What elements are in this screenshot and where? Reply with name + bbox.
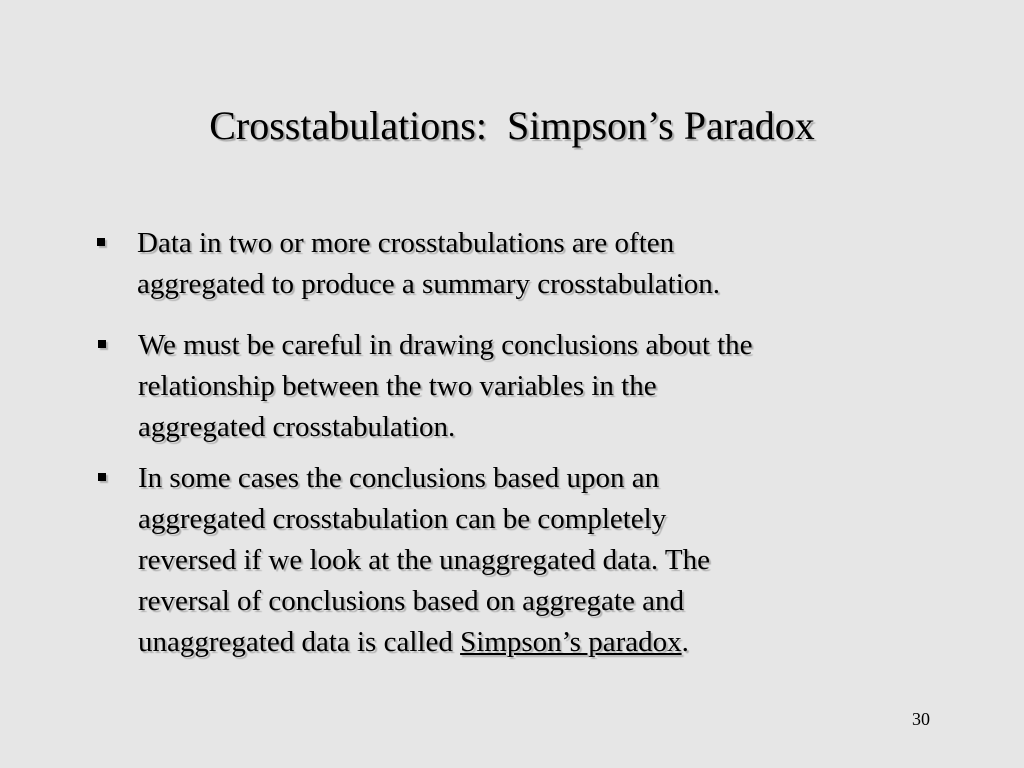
simpsons-paradox-term: Simpson’s paradox [460,626,682,658]
bullet-line-prefix: unaggregated data is called [138,626,461,658]
bullet-text [137,223,720,305]
bullet-line-last [138,622,710,663]
bullet-line: aggregated crosstabulation. [138,411,456,443]
bullet-line-suffix: . [681,626,689,658]
bullet-line: aggregated crosstabulation can be completely [138,503,667,535]
bullet-text [138,325,753,448]
bullet-line: aggregated to produce a summary crosstabulation. [137,268,721,300]
bullet-item-1 [97,223,720,305]
page-number: 30 [912,709,930,729]
bullet-line: relationship between the two variables in the [138,370,657,402]
square-bullet-icon [98,473,106,481]
bullet-text [138,458,710,663]
bullet-item-3 [98,458,710,663]
square-bullet-icon [98,340,106,348]
bullet-line: reversal of conclusions based on aggregate and [138,585,684,617]
slide-title: Crosstabulations: Simpson’s Paradox [209,103,815,148]
bullet-line: In some cases the conclusions based upon an [138,462,660,494]
bullet-item-2 [98,325,753,448]
bullet-line: Data in two or more crosstabulations are often [137,227,675,259]
square-bullet-icon [97,238,105,246]
bullet-line: We must be careful in drawing conclusions about the [138,329,753,361]
bullet-line: reversed if we look at the unaggregated data. The [138,544,710,576]
